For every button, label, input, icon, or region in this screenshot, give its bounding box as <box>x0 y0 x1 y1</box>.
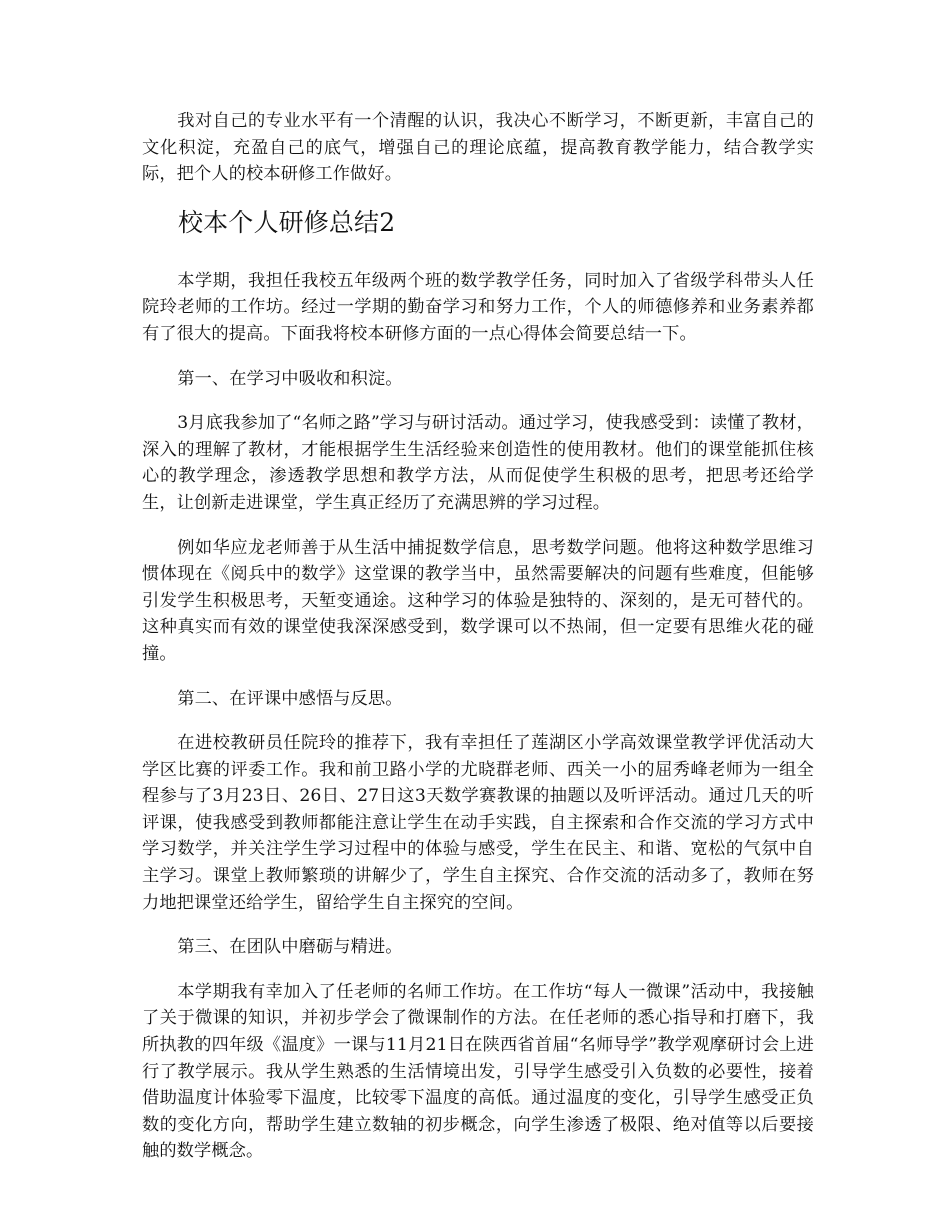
document-page <box>142 108 814 1183</box>
section-heading: 校本个人研修总结2 <box>178 207 396 237</box>
subsection-title-1: 第一、在学习中吸收和积淀。 <box>177 368 403 389</box>
paragraph-overview: 本学期，我担任我校五年级两个班的数学教学任务，同时加入了省级学科带头人任院玲老师的工作坊。经过一学期的勤奋学习和努力工作，个人的师德修养和业务素养都有了很大的提高。下面我将校本研修方面的一点心得体会简要总结一下。 <box>142 270 814 344</box>
paragraph-team: 本学期我有幸加入了任老师的名师工作坊。在工作坊“每人一微课”活动中，我接触了关于微课的知识，并初步学会了微课制作的方法。在任老师的悉心指导和打磨下，我所执教的四年级《温度》一课与11月21日在陕西省首届“名师导学”教学观摩研讨会上进行了教学展示。我从学生熟悉的生活情境出发，引导学生感受引入负数的必要性，接着借助温度计体验零下温度，比较零下温度的高低。通过温度的变化，引导学生感受正负数的变化方向，帮助学生建立数轴的初步概念，向学生渗透了极限、绝对值等以后要接触的数学概念。 <box>142 981 814 1162</box>
subsection-title-3: 第三、在团队中磨砺与精进。 <box>177 937 403 958</box>
paragraph-study: 3月底我参加了“名师之路”学习与研讨活动。通过学习，使我感受到：读懂了教材，深入的理解了教材，才能根据学生生活经验来创造性的使用教材。他们的课堂能抓住核心的教学理念，渗透教学思想和教学方法，从而促使学生积极的思考，把思考还给学生，让创新走进课堂，学生真正经历了充满思辨的学习过程。 <box>142 413 814 513</box>
subsection-title-2: 第二、在评课中感悟与反思。 <box>177 688 403 709</box>
paragraph-intro: 我对自己的专业水平有一个清醒的认识，我决心不断学习，不断更新，丰富自己的文化积淀，充盈自己的底气，增强自己的理论底蕴，提高教育教学能力，结合教学实际，把个人的校本研修工作做好。 <box>142 111 814 185</box>
paragraph-example: 例如华应龙老师善于从生活中捕捉数学信息，思考数学问题。他将这种数学思维习惯体现在《阅兵中的数学》这堂课的教学当中，虽然需要解决的问题有些难度，但能够引发学生积极思考，天堑变通途。这种学习的体验是独特的、深刻的，是无可替代的。这种真实而有效的课堂使我深深感受到，数学课可以不热闹，但一定要有思维火花的碰撞。 <box>142 537 814 664</box>
paragraph-evaluation: 在进校教研员任院玲的推荐下，我有幸担任了莲湖区小学高效课堂教学评优活动大学区比赛的评委工作。我和前卫路小学的尤晓群老师、西关一小的屈秀峰老师为一组全程参与了3月23日、26日、27日这3天数学赛教课的抽题以及听评活动。通过几天的听评课，使我感受到教师都能注意让学生在动手实践，自主探索和合作交流的学习方式中学习数学，并关注学生学习过程中的体验与感受，学生在民主、和谐、宽松的气氛中自主学习。课堂上教师繁琐的讲解少了，学生自主探究、合作交流的活动多了，教师在努力地把课堂还给学生，留给学生自主探究的空间。 <box>142 733 814 913</box>
